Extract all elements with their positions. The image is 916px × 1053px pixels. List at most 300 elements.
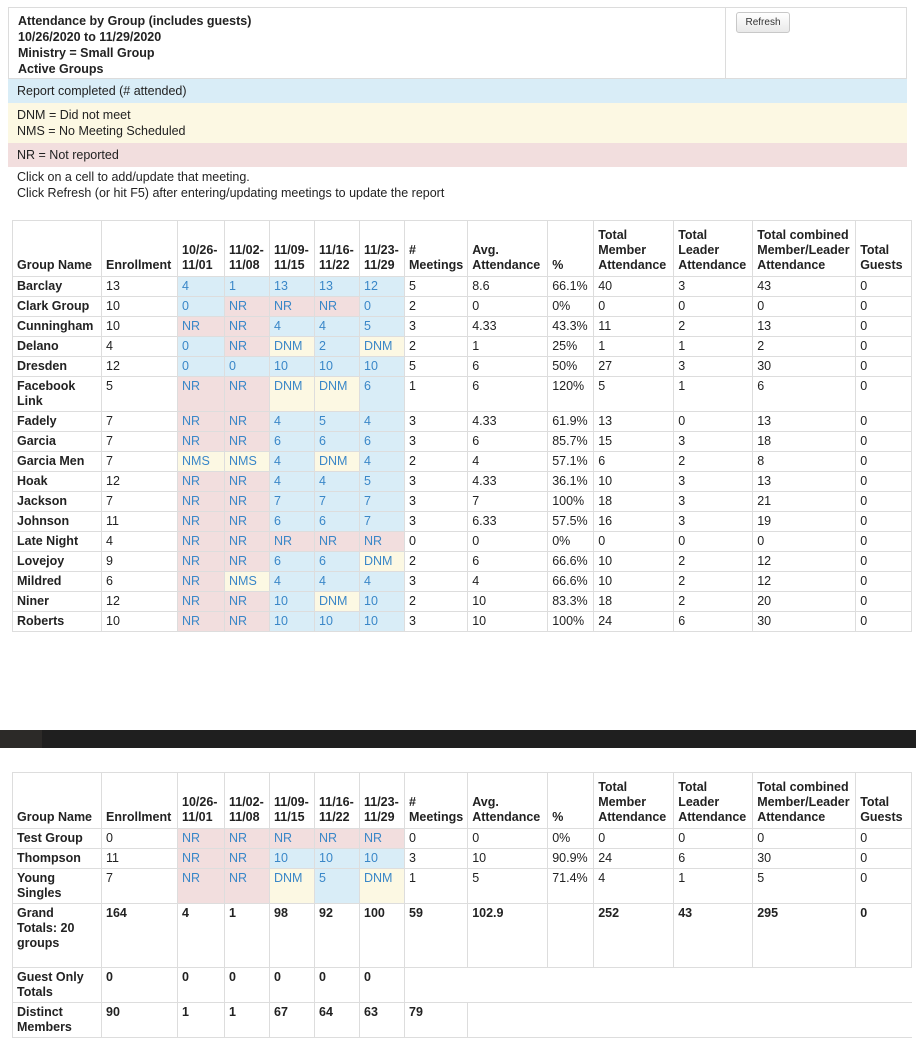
guest-only-totals-label: Guest Only Totals bbox=[13, 968, 102, 1003]
enrollment-cell: 7 bbox=[102, 452, 178, 472]
column-header-line: Attendance bbox=[678, 810, 747, 824]
report-title: Attendance by Group (includes guests) bbox=[18, 14, 252, 28]
enrollment-cell: 10 bbox=[102, 612, 178, 632]
week-attendance-cell[interactable]: NR bbox=[178, 472, 225, 492]
column-header-line: 11/15 bbox=[274, 810, 305, 824]
distinct-week-cell: 67 bbox=[270, 1003, 315, 1038]
column-header-line: Guests bbox=[860, 810, 903, 824]
avg-attendance-cell: 6 bbox=[468, 552, 548, 572]
week-attendance-cell[interactable]: NR bbox=[270, 829, 315, 849]
week-attendance-cell[interactable]: DNM bbox=[360, 337, 405, 357]
week-attendance-cell[interactable]: 4 bbox=[360, 412, 405, 432]
total-combined-cell: 6 bbox=[753, 377, 856, 412]
week-attendance-cell[interactable]: 1 bbox=[225, 277, 270, 297]
column-header-line: Attendance bbox=[598, 810, 667, 824]
report-title-block bbox=[18, 13, 251, 77]
week-attendance-cell[interactable]: 7 bbox=[360, 512, 405, 532]
table-row bbox=[13, 337, 912, 357]
percent-cell: 25% bbox=[548, 337, 594, 357]
week-attendance-cell[interactable]: NR bbox=[225, 337, 270, 357]
total-member-cell: 10 bbox=[594, 472, 674, 492]
refresh-button[interactable]: Refresh bbox=[736, 12, 790, 33]
week-attendance-cell[interactable]: 0 bbox=[178, 297, 225, 317]
group-name-cell: Late Night bbox=[13, 532, 102, 552]
column-header-11-23-11-29 bbox=[360, 221, 405, 277]
avg-attendance-cell: 4.33 bbox=[468, 317, 548, 337]
week-attendance-cell[interactable]: NR bbox=[178, 432, 225, 452]
column-header-line: 10/26- bbox=[182, 243, 218, 257]
column-header-total-combined-member-leader-attendance bbox=[753, 773, 856, 829]
column-header-total-member-attendance bbox=[594, 773, 674, 829]
legend-nr-text: NR = Not reported bbox=[17, 148, 119, 162]
column-header- bbox=[548, 221, 594, 277]
enrollment-cell: 10 bbox=[102, 297, 178, 317]
week-attendance-cell[interactable]: 7 bbox=[270, 492, 315, 512]
week-attendance-cell[interactable]: NR bbox=[225, 377, 270, 412]
group-name-cell: Mildred bbox=[13, 572, 102, 592]
column-header-line: Meetings bbox=[409, 810, 464, 824]
group-name-cell: Facebook Link bbox=[13, 377, 102, 412]
enrollment-cell: 12 bbox=[102, 592, 178, 612]
week-attendance-cell[interactable]: DNM bbox=[270, 377, 315, 412]
total-member-cell: 6 bbox=[594, 452, 674, 472]
week-attendance-cell[interactable]: NR bbox=[225, 869, 270, 904]
column-header-line: 11/09- bbox=[274, 795, 309, 809]
total-combined-cell: 13 bbox=[753, 317, 856, 337]
week-attendance-cell[interactable]: 6 bbox=[270, 552, 315, 572]
week-attendance-cell[interactable]: 5 bbox=[315, 869, 360, 904]
week-attendance-cell[interactable]: 10 bbox=[315, 849, 360, 869]
week-attendance-cell[interactable]: NR bbox=[178, 829, 225, 849]
column-header-line: Guests bbox=[860, 258, 903, 272]
group-name-cell: Garcia Men bbox=[13, 452, 102, 472]
week-attendance-cell[interactable]: DNM bbox=[315, 452, 360, 472]
week-attendance-cell[interactable]: NR bbox=[360, 829, 405, 849]
table-row bbox=[13, 492, 912, 512]
enrollment-cell: 11 bbox=[102, 849, 178, 869]
total-leader-cell: 2 bbox=[674, 552, 753, 572]
enrollment-cell: 9 bbox=[102, 552, 178, 572]
column-header-line: Member/Leader bbox=[757, 795, 850, 809]
total-guests-cell: 0 bbox=[856, 412, 912, 432]
meetings-count-cell: 5 bbox=[405, 277, 468, 297]
week-attendance-cell[interactable]: 7 bbox=[360, 492, 405, 512]
column-header-line: Attendance bbox=[757, 258, 826, 272]
column-header-line: 11/08 bbox=[229, 810, 260, 824]
total-guests-cell: 0 bbox=[856, 512, 912, 532]
week-attendance-cell[interactable]: NR bbox=[225, 492, 270, 512]
week-attendance-cell[interactable]: 4 bbox=[178, 277, 225, 297]
week-attendance-cell[interactable]: NR bbox=[315, 829, 360, 849]
table-row bbox=[13, 472, 912, 492]
column-header-line: 11/02- bbox=[229, 795, 264, 809]
week-attendance-cell[interactable]: 6 bbox=[360, 432, 405, 452]
column-header-11-23-11-29 bbox=[360, 773, 405, 829]
total-leader-cell: 3 bbox=[674, 277, 753, 297]
column-header-line: Total bbox=[678, 228, 708, 242]
week-attendance-cell[interactable]: NR bbox=[178, 572, 225, 592]
percent-cell: 57.5% bbox=[548, 512, 594, 532]
week-attendance-cell[interactable]: NR bbox=[360, 532, 405, 552]
percent-cell: 83.3% bbox=[548, 592, 594, 612]
column-header-line: Attendance bbox=[598, 258, 667, 272]
total-week-cell: 92 bbox=[315, 904, 360, 968]
week-attendance-cell[interactable]: 4 bbox=[315, 572, 360, 592]
avg-attendance-cell: 1 bbox=[468, 337, 548, 357]
week-attendance-cell[interactable]: DNM bbox=[270, 337, 315, 357]
table-row bbox=[13, 432, 912, 452]
week-attendance-cell[interactable]: NR bbox=[225, 552, 270, 572]
group-name-cell: Dresden bbox=[13, 357, 102, 377]
group-name-cell: Garcia bbox=[13, 432, 102, 452]
guest-week-cell: 0 bbox=[225, 968, 270, 1003]
column-header-line: 11/16- bbox=[319, 243, 354, 257]
distinct-enrollment-cell: 90 bbox=[102, 1003, 178, 1038]
group-name-cell: Fadely bbox=[13, 412, 102, 432]
week-attendance-cell[interactable]: NR bbox=[225, 829, 270, 849]
report-date-range: 10/26/2020 to 11/29/2020 bbox=[18, 30, 162, 44]
week-attendance-cell[interactable]: 4 bbox=[270, 452, 315, 472]
week-attendance-cell[interactable]: NR bbox=[178, 592, 225, 612]
group-name-cell: Barclay bbox=[13, 277, 102, 297]
week-attendance-cell[interactable]: 10 bbox=[270, 592, 315, 612]
column-header- bbox=[548, 773, 594, 829]
legend-nr bbox=[8, 143, 907, 167]
week-attendance-cell[interactable]: 10 bbox=[270, 357, 315, 377]
column-header-line: Avg. bbox=[472, 243, 499, 257]
total-meetings-cell: 59 bbox=[405, 904, 468, 968]
total-combined-cell: 30 bbox=[753, 612, 856, 632]
week-attendance-cell[interactable]: 6 bbox=[315, 512, 360, 532]
avg-attendance-cell: 8.6 bbox=[468, 277, 548, 297]
week-attendance-cell[interactable]: NR bbox=[178, 869, 225, 904]
meetings-count-cell: 2 bbox=[405, 297, 468, 317]
table-row bbox=[13, 829, 912, 849]
table-row bbox=[13, 592, 912, 612]
total-member-cell: 4 bbox=[594, 869, 674, 904]
help-text-line-1: Click on a cell to add/update that meeting. bbox=[17, 170, 250, 184]
column-header-line: Group Name bbox=[17, 810, 93, 824]
guest-week-cell: 0 bbox=[360, 968, 405, 1003]
total-leader-cell: 2 bbox=[674, 572, 753, 592]
column-header-total-combined-member-leader-attendance bbox=[753, 221, 856, 277]
column-header-line: # bbox=[409, 243, 416, 257]
week-attendance-cell[interactable]: DNM bbox=[315, 592, 360, 612]
total-guests-cell: 0 bbox=[856, 532, 912, 552]
total-member-cell: 5 bbox=[594, 377, 674, 412]
group-name-cell: Thompson bbox=[13, 849, 102, 869]
table-row bbox=[13, 317, 912, 337]
grand-totals-row bbox=[13, 904, 912, 968]
week-attendance-cell[interactable]: NR bbox=[270, 297, 315, 317]
total-guests-cell: 0 bbox=[856, 552, 912, 572]
group-name-cell: Roberts bbox=[13, 612, 102, 632]
week-attendance-cell[interactable]: NR bbox=[225, 317, 270, 337]
empty-filler-cell bbox=[405, 968, 912, 1003]
column-header-line: Attendance bbox=[678, 258, 747, 272]
column-header-line: Avg. bbox=[472, 795, 499, 809]
column-header-group-name bbox=[13, 773, 102, 829]
screenshot-divider-bar bbox=[0, 730, 916, 748]
week-attendance-cell[interactable]: NR bbox=[178, 512, 225, 532]
column-header-line: Enrollment bbox=[106, 258, 172, 272]
week-attendance-cell[interactable]: 0 bbox=[178, 357, 225, 377]
week-attendance-cell[interactable]: 4 bbox=[270, 412, 315, 432]
week-attendance-cell[interactable]: 4 bbox=[360, 452, 405, 472]
legend-dnm-nms bbox=[8, 103, 907, 143]
enrollment-cell: 12 bbox=[102, 357, 178, 377]
table-row bbox=[13, 357, 912, 377]
avg-attendance-cell: 6 bbox=[468, 432, 548, 452]
column-header-11-09-11-15 bbox=[270, 221, 315, 277]
total-member-cell: 252 bbox=[594, 904, 674, 968]
legend-nms-text: NMS = No Meeting Scheduled bbox=[17, 124, 186, 138]
week-attendance-cell[interactable]: 4 bbox=[360, 572, 405, 592]
legend-completed-text: Report completed (# attended) bbox=[17, 84, 187, 98]
total-member-cell: 16 bbox=[594, 512, 674, 532]
week-attendance-cell[interactable]: 0 bbox=[225, 357, 270, 377]
week-attendance-cell[interactable]: NR bbox=[225, 512, 270, 532]
week-attendance-cell[interactable]: 10 bbox=[360, 592, 405, 612]
total-leader-cell: 2 bbox=[674, 592, 753, 612]
total-combined-cell: 2 bbox=[753, 337, 856, 357]
week-attendance-cell[interactable]: NR bbox=[225, 472, 270, 492]
avg-attendance-cell: 6 bbox=[468, 377, 548, 412]
week-attendance-cell[interactable]: NR bbox=[315, 297, 360, 317]
column-header-group-name bbox=[13, 221, 102, 277]
total-guests-cell: 0 bbox=[856, 432, 912, 452]
week-attendance-cell[interactable]: NR bbox=[225, 297, 270, 317]
total-combined-cell: 13 bbox=[753, 472, 856, 492]
week-attendance-cell[interactable]: 10 bbox=[360, 612, 405, 632]
table-row bbox=[13, 552, 912, 572]
meetings-count-cell: 0 bbox=[405, 532, 468, 552]
total-combined-cell: 8 bbox=[753, 452, 856, 472]
week-attendance-cell[interactable]: 6 bbox=[270, 432, 315, 452]
week-attendance-cell[interactable]: 10 bbox=[270, 612, 315, 632]
report-header bbox=[8, 7, 907, 79]
week-attendance-cell[interactable]: 13 bbox=[270, 277, 315, 297]
group-name-cell: Clark Group bbox=[13, 297, 102, 317]
week-attendance-cell[interactable]: 7 bbox=[315, 492, 360, 512]
column-header-meetings bbox=[405, 221, 468, 277]
meetings-count-cell: 2 bbox=[405, 552, 468, 572]
column-header-line: Member/Leader bbox=[757, 243, 850, 257]
meetings-count-cell: 3 bbox=[405, 432, 468, 452]
meetings-count-cell: 3 bbox=[405, 472, 468, 492]
week-attendance-cell[interactable]: DNM bbox=[270, 869, 315, 904]
total-combined-cell: 12 bbox=[753, 552, 856, 572]
enrollment-cell: 4 bbox=[102, 337, 178, 357]
week-attendance-cell[interactable]: NMS bbox=[178, 452, 225, 472]
column-header-line: Leader bbox=[678, 795, 720, 809]
column-header-line: Leader bbox=[678, 243, 720, 257]
meetings-count-cell: 2 bbox=[405, 592, 468, 612]
column-header-avg-attendance bbox=[468, 221, 548, 277]
week-attendance-cell[interactable]: 2 bbox=[315, 337, 360, 357]
total-guests-cell: 0 bbox=[856, 612, 912, 632]
week-attendance-cell[interactable]: 6 bbox=[360, 377, 405, 412]
total-leader-cell: 1 bbox=[674, 337, 753, 357]
total-guests-cell: 0 bbox=[856, 377, 912, 412]
meetings-count-cell: 3 bbox=[405, 412, 468, 432]
week-attendance-cell[interactable]: 4 bbox=[270, 572, 315, 592]
total-leader-cell: 1 bbox=[674, 377, 753, 412]
guest-week-cell: 0 bbox=[315, 968, 360, 1003]
total-leader-cell: 0 bbox=[674, 532, 753, 552]
week-attendance-cell[interactable]: 5 bbox=[315, 412, 360, 432]
help-text bbox=[8, 167, 907, 205]
guest-week-cell: 0 bbox=[178, 968, 225, 1003]
report-ministry: Ministry = Small Group bbox=[18, 46, 155, 60]
distinct-members-row bbox=[13, 1003, 912, 1038]
week-attendance-cell[interactable]: NR bbox=[178, 849, 225, 869]
column-header-line: Attendance bbox=[472, 258, 541, 272]
total-avg-cell: 102.9 bbox=[468, 904, 548, 968]
table-row bbox=[13, 377, 912, 412]
week-attendance-cell[interactable]: 10 bbox=[315, 612, 360, 632]
total-combined-cell: 295 bbox=[753, 904, 856, 968]
total-leader-cell: 43 bbox=[674, 904, 753, 968]
week-attendance-cell[interactable]: NR bbox=[178, 317, 225, 337]
avg-attendance-cell: 0 bbox=[468, 532, 548, 552]
meetings-count-cell: 0 bbox=[405, 829, 468, 849]
week-attendance-cell[interactable]: NR bbox=[270, 532, 315, 552]
week-attendance-cell[interactable]: NR bbox=[178, 612, 225, 632]
group-name-cell: Test Group bbox=[13, 829, 102, 849]
total-member-cell: 0 bbox=[594, 297, 674, 317]
avg-attendance-cell: 6.33 bbox=[468, 512, 548, 532]
total-leader-cell: 3 bbox=[674, 492, 753, 512]
total-member-cell: 18 bbox=[594, 492, 674, 512]
week-attendance-cell[interactable]: 10 bbox=[315, 357, 360, 377]
week-attendance-cell[interactable]: NR bbox=[178, 377, 225, 412]
week-attendance-cell[interactable]: 5 bbox=[360, 317, 405, 337]
column-header-enrollment bbox=[102, 773, 178, 829]
total-guests-cell: 0 bbox=[856, 357, 912, 377]
week-attendance-cell[interactable]: NMS bbox=[225, 452, 270, 472]
week-attendance-cell[interactable]: 6 bbox=[315, 552, 360, 572]
week-attendance-cell[interactable]: DNM bbox=[315, 377, 360, 412]
column-header-line: 11/22 bbox=[319, 810, 350, 824]
total-leader-cell: 2 bbox=[674, 317, 753, 337]
week-attendance-cell[interactable]: 4 bbox=[315, 317, 360, 337]
week-attendance-cell[interactable]: NR bbox=[225, 432, 270, 452]
week-attendance-cell[interactable]: NR bbox=[225, 612, 270, 632]
week-attendance-cell[interactable]: NR bbox=[225, 849, 270, 869]
week-attendance-cell[interactable]: 6 bbox=[270, 512, 315, 532]
week-attendance-cell[interactable]: 4 bbox=[270, 472, 315, 492]
week-attendance-cell[interactable]: NR bbox=[225, 592, 270, 612]
total-combined-cell: 13 bbox=[753, 412, 856, 432]
total-member-cell: 24 bbox=[594, 849, 674, 869]
enrollment-cell: 11 bbox=[102, 512, 178, 532]
help-text-line-2: Click Refresh (or hit F5) after entering/updating meetings to update the report bbox=[17, 186, 445, 200]
table-row bbox=[13, 572, 912, 592]
column-header-line: % bbox=[552, 258, 564, 272]
grand-totals-label: Grand Totals: 20 groups bbox=[13, 904, 102, 968]
meetings-count-cell: 2 bbox=[405, 337, 468, 357]
week-attendance-cell[interactable]: 4 bbox=[315, 472, 360, 492]
week-attendance-cell[interactable]: NR bbox=[178, 412, 225, 432]
avg-attendance-cell: 4.33 bbox=[468, 412, 548, 432]
column-header-line: 11/23- bbox=[364, 243, 399, 257]
week-attendance-cell[interactable]: 0 bbox=[178, 337, 225, 357]
column-header-total-guests bbox=[856, 773, 912, 829]
week-attendance-cell[interactable]: NR bbox=[315, 532, 360, 552]
divider-tab bbox=[0, 730, 42, 748]
column-header-avg-attendance bbox=[468, 773, 548, 829]
column-header-line: Enrollment bbox=[106, 810, 172, 824]
total-combined-cell: 0 bbox=[753, 829, 856, 849]
week-attendance-cell[interactable]: 12 bbox=[360, 277, 405, 297]
total-percent-cell bbox=[548, 904, 594, 968]
week-attendance-cell[interactable]: 10 bbox=[270, 849, 315, 869]
week-attendance-cell[interactable]: 4 bbox=[270, 317, 315, 337]
total-guests-cell: 0 bbox=[856, 592, 912, 612]
total-leader-cell: 0 bbox=[674, 297, 753, 317]
week-attendance-cell[interactable]: 6 bbox=[315, 432, 360, 452]
percent-cell: 43.3% bbox=[548, 317, 594, 337]
meetings-count-cell: 3 bbox=[405, 492, 468, 512]
column-header-line: Group Name bbox=[17, 258, 93, 272]
column-header-line: % bbox=[552, 810, 564, 824]
meetings-count-cell: 1 bbox=[405, 869, 468, 904]
week-attendance-cell[interactable]: 13 bbox=[315, 277, 360, 297]
week-attendance-cell[interactable]: DNM bbox=[360, 552, 405, 572]
week-attendance-cell[interactable]: 10 bbox=[360, 357, 405, 377]
percent-cell: 57.1% bbox=[548, 452, 594, 472]
avg-attendance-cell: 4.33 bbox=[468, 472, 548, 492]
week-attendance-cell[interactable]: NR bbox=[225, 412, 270, 432]
percent-cell: 0% bbox=[548, 297, 594, 317]
percent-cell: 100% bbox=[548, 612, 594, 632]
column-header-line: Total combined bbox=[757, 228, 849, 242]
attendance-table-top bbox=[12, 220, 912, 632]
week-attendance-cell[interactable]: NR bbox=[225, 532, 270, 552]
week-attendance-cell[interactable]: NR bbox=[178, 492, 225, 512]
percent-cell: 0% bbox=[548, 532, 594, 552]
total-guests-cell: 0 bbox=[856, 904, 912, 968]
week-attendance-cell[interactable]: NR bbox=[178, 532, 225, 552]
total-guests-cell: 0 bbox=[856, 452, 912, 472]
week-attendance-cell[interactable]: 10 bbox=[360, 849, 405, 869]
percent-cell: 36.1% bbox=[548, 472, 594, 492]
total-guests-cell: 0 bbox=[856, 849, 912, 869]
distinct-week-cell: 1 bbox=[178, 1003, 225, 1038]
week-attendance-cell[interactable]: DNM bbox=[360, 869, 405, 904]
distinct-members-label: Distinct Members bbox=[13, 1003, 102, 1038]
week-attendance-cell[interactable]: NR bbox=[178, 552, 225, 572]
column-header-line: 11/09- bbox=[274, 243, 309, 257]
column-header-line: 11/23- bbox=[364, 795, 399, 809]
week-attendance-cell[interactable]: 5 bbox=[360, 472, 405, 492]
column-header-11-16-11-22 bbox=[315, 773, 360, 829]
week-attendance-cell[interactable]: 0 bbox=[360, 297, 405, 317]
column-header-11-02-11-08 bbox=[225, 221, 270, 277]
column-header-line: Total bbox=[598, 228, 628, 242]
guest-week-cell: 0 bbox=[270, 968, 315, 1003]
percent-cell: 90.9% bbox=[548, 849, 594, 869]
table-row bbox=[13, 849, 912, 869]
week-attendance-cell[interactable]: NMS bbox=[225, 572, 270, 592]
column-header-line: Total bbox=[678, 780, 708, 794]
table-row bbox=[13, 612, 912, 632]
column-header-line: Total bbox=[860, 243, 890, 257]
column-header-line: Meetings bbox=[409, 258, 464, 272]
enrollment-cell: 4 bbox=[102, 532, 178, 552]
avg-attendance-cell: 10 bbox=[468, 612, 548, 632]
